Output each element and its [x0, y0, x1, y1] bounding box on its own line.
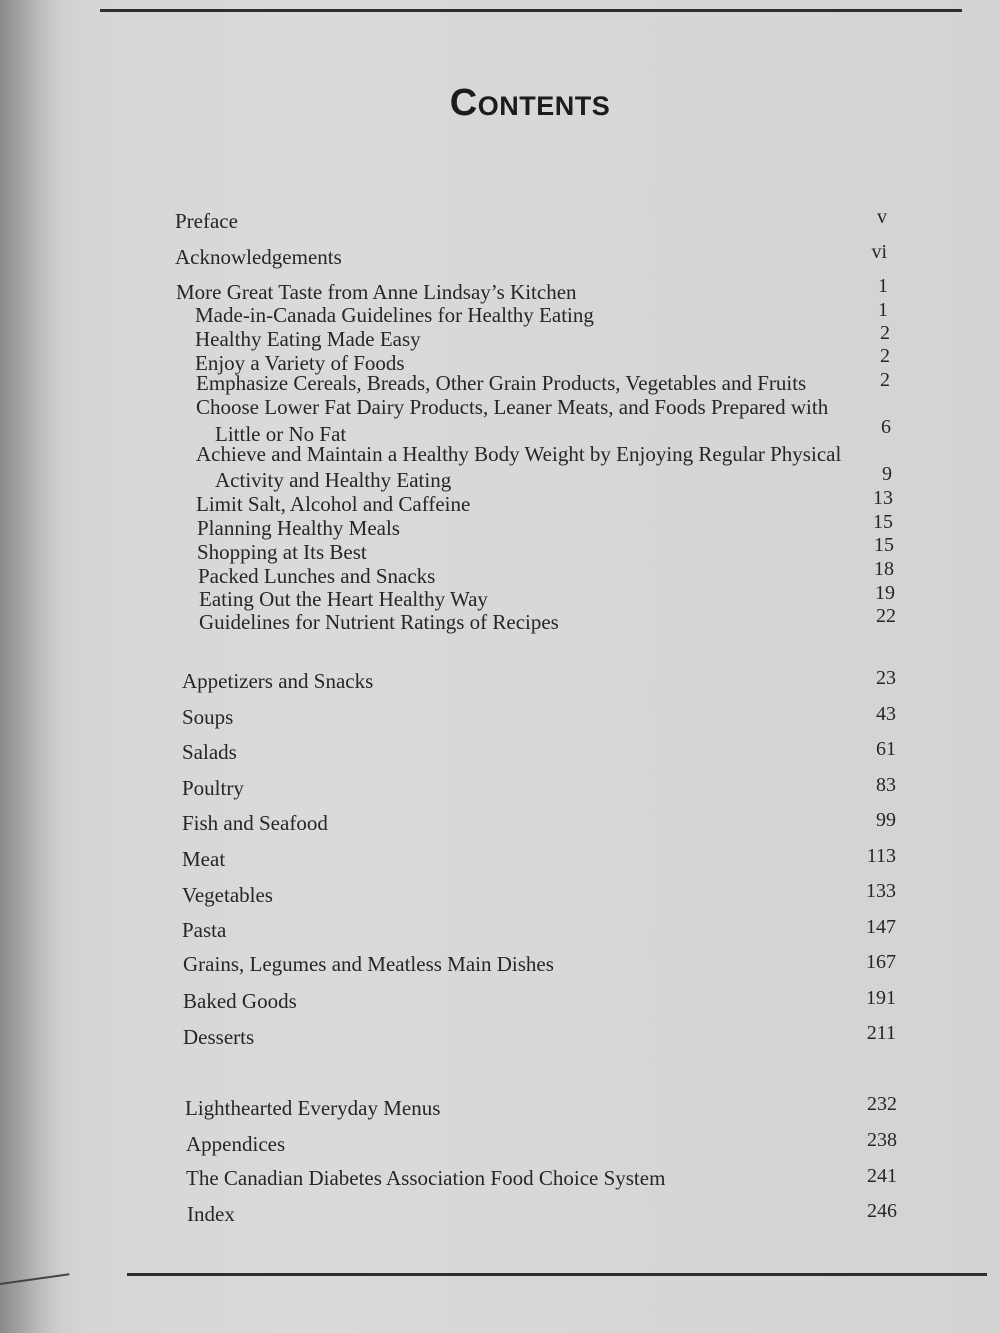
toc-entry-chapter: Poultry [182, 776, 244, 800]
toc-entry-chapter: Vegetables [182, 883, 273, 907]
toc-page-chapter: 147 [866, 916, 896, 938]
toc-page-chapter: 133 [866, 880, 896, 902]
toc-entry-backmatter: The Canadian Diabetes Association Food Choice System [186, 1166, 666, 1190]
toc-subentry: Achieve and Maintain a Healthy Body Weight by Enjoying Regular Physical [196, 442, 842, 466]
toc-page-chapter: 191 [866, 987, 896, 1009]
toc-entry-chapter: Desserts [183, 1025, 255, 1049]
toc-entry-acknowledgements: Acknowledgements [175, 245, 342, 269]
toc-subentry-page: 2 [880, 369, 890, 391]
toc-page-chapter: 99 [876, 809, 896, 831]
toc-page-backmatter: 238 [867, 1129, 897, 1151]
toc-subentry: Emphasize Cereals, Breads, Other Grain Products, Vegetables and Fruits [196, 371, 807, 395]
toc-subentry: Shopping at Its Best [197, 540, 367, 564]
toc-page-chapter: 23 [876, 667, 896, 689]
toc-entry-chapter: Baked Goods [183, 989, 297, 1013]
toc-entry-preface: Preface [175, 209, 238, 233]
toc-page-backmatter: 241 [867, 1165, 897, 1187]
toc-subentry-page: 19 [875, 582, 895, 604]
toc-subentry-page: 18 [874, 558, 894, 580]
toc-page-backmatter: 232 [867, 1093, 897, 1115]
toc-subentry-page: 13 [873, 487, 893, 509]
toc-page-preface: v [877, 206, 887, 228]
toc-subentry: Guidelines for Nutrient Ratings of Recipes [199, 610, 559, 634]
toc-page-chapter: 211 [866, 1022, 896, 1044]
toc-entry-chapter: Meat [182, 847, 226, 871]
toc-entry-backmatter: Appendices [186, 1132, 286, 1156]
toc-page-chapter: 83 [876, 774, 896, 796]
top-rule [100, 9, 962, 12]
toc-subentry: Choose Lower Fat Dairy Products, Leaner Meats, and Foods Prepared with [196, 395, 829, 419]
toc-subentry-page: 1 [878, 299, 888, 321]
toc-subentry-page: 15 [873, 511, 893, 533]
toc-entry-backmatter: Lighthearted Everyday Menus [185, 1096, 441, 1120]
toc-entry-chapter: Grains, Legumes and Meatless Main Dishes [183, 952, 554, 976]
toc-entry-chapter: Appetizers and Snacks [182, 669, 374, 693]
toc-entry-intro: More Great Taste from Anne Lindsay’s Kitchen [176, 280, 577, 304]
page-gutter-shadow [0, 0, 60, 1333]
toc-subentry: Enjoy a Variety of Foods [195, 351, 405, 375]
toc-page-chapter: 43 [876, 703, 896, 725]
page-title: Contents [449, 82, 611, 124]
toc-page-chapter: 167 [866, 951, 896, 973]
toc-subentry: Packed Lunches and Snacks [198, 564, 436, 588]
toc-subentry: Planning Healthy Meals [197, 516, 400, 540]
toc-subentry: Healthy Eating Made Easy [195, 327, 421, 351]
toc-subentry-page: 2 [880, 345, 890, 367]
toc-subentry-continued: Activity and Healthy Eating [215, 468, 452, 492]
toc-subentry: Made-in-Canada Guidelines for Healthy Eating [195, 303, 594, 327]
toc-page-acknowledgements: vi [871, 241, 887, 263]
toc-subentry-page: 22 [876, 605, 896, 627]
toc-entry-backmatter: Index [187, 1202, 235, 1226]
toc-subentry: Limit Salt, Alcohol and Caffeine [196, 492, 471, 516]
toc-subentry-page: 2 [880, 322, 890, 344]
toc-subentry: Eating Out the Heart Healthy Way [199, 587, 488, 611]
toc-page-intro: 1 [878, 275, 888, 297]
toc-entry-chapter: Fish and Seafood [182, 811, 328, 835]
toc-page-chapter: 113 [866, 845, 896, 867]
toc-entry-chapter: Pasta [182, 918, 227, 942]
toc-subentry-page: 9 [882, 463, 892, 485]
toc-subentry-continued: Little or No Fat [215, 422, 347, 446]
toc-subentry-page: 6 [881, 416, 891, 438]
toc-page-chapter: 61 [876, 738, 896, 760]
bottom-rule [127, 1273, 987, 1276]
toc-entry-chapter: Soups [182, 705, 234, 729]
toc-subentry-page: 15 [874, 534, 894, 556]
toc-page-backmatter: 246 [867, 1200, 897, 1222]
toc-entry-chapter: Salads [182, 740, 237, 764]
